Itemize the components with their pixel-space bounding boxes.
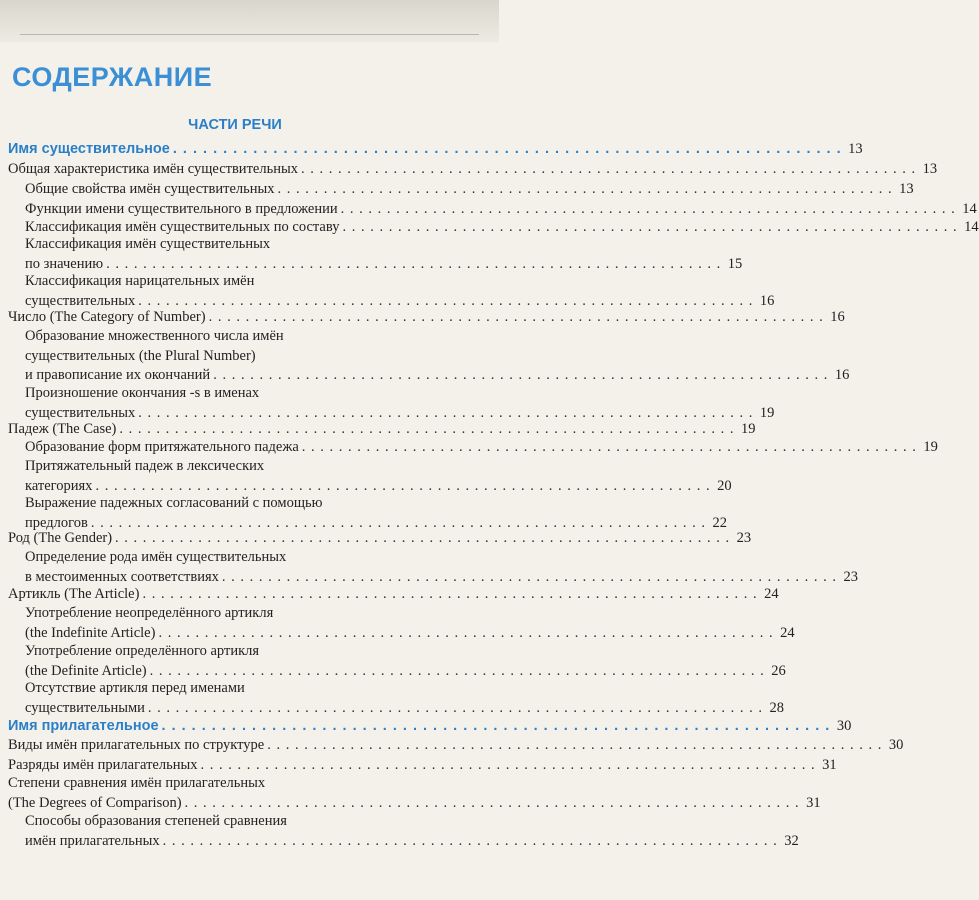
toc-entry-text: и правописание их окончаний: [25, 367, 211, 383]
dot-leader: . . . . . . . . . . . . . . . . . . . . . . . . . . . . . . . . . . . . . . . . . . . . . . . . . . . . . . . . . . . . . . . . . . .: [184, 794, 800, 811]
dot-leader: . . . . . . . . . . . . . . . . . . . . . . . . . . . . . . . . . . . . . . . . . . . . . . . . . . . . . . . . . . . . . . . . . . .: [90, 514, 706, 531]
toc-entry-text: Разряды имён прилагательных: [8, 757, 198, 773]
dot-leader: . . . . . . . . . . . . . . . . . . . . . . . . . . . . . . . . . . . . . . . . . . . . . . . . . . . . . . . . . . . . . . . . . . .: [301, 439, 917, 455]
toc-page-number: 16: [759, 292, 775, 309]
toc-page-number: 19: [759, 404, 775, 421]
toc-entry-line: [25, 699, 785, 719]
toc-entry-text: Классификация имён существительных по составу: [25, 219, 340, 235]
dot-leader: . . . . . . . . . . . . . . . . . . . . . . . . . . . . . . . . . . . . . . . . . . . . . . . . . . . . . . . . . . . . . . . . . . .: [267, 737, 883, 753]
toc-entry-text: категориях: [25, 477, 93, 494]
toc-entry-line: [8, 160, 938, 180]
toc-heading: [8, 717, 852, 737]
toc-entry-text: Употребление определённого артикля: [25, 643, 260, 659]
toc-entry: [8, 774, 821, 813]
toc-entry-line: [8, 717, 852, 737]
dot-leader: . . . . . . . . . . . . . . . . . . . . . . . . . . . . . . . . . . . . . . . . . . . . . . . . . . . . . . . . . . . . . . . . . . .: [300, 161, 917, 177]
toc-entry-line: [8, 308, 845, 328]
toc-entry-text: существительных: [25, 404, 136, 421]
toc-entry-text: Выражение падежных согласований с помощью: [25, 495, 323, 511]
toc-entry-text: Имя прилагательное: [8, 718, 159, 734]
toc-entry: [25, 327, 850, 386]
toc-entry-text: Общие свойства имён существительных: [25, 181, 275, 197]
toc-entry-line: [25, 679, 467, 699]
toc-entry-line: [8, 529, 752, 549]
toc-entry-line: [25, 200, 977, 220]
toc-entry-text: Падеж (The Case): [8, 421, 117, 437]
toc-entry: [8, 308, 845, 328]
toc-entry-line: [25, 438, 938, 458]
toc-page-number: 31: [806, 794, 821, 811]
toc-entry: [8, 420, 756, 440]
toc-entry-text: Классификация имён существительных: [25, 236, 271, 252]
toc-entry: [8, 585, 779, 605]
toc-entry: [8, 529, 752, 549]
toc-entry-text: существительных: [25, 292, 136, 309]
toc-page-number: 19: [741, 421, 756, 437]
dot-leader: . . . . . . . . . . . . . . . . . . . . . . . . . . . . . . . . . . . . . . . . . . . . . . . . . . . . . . . . . . . . . . . . . . .: [342, 219, 958, 235]
toc-page-number: 28: [769, 699, 785, 716]
toc-entry-line: [25, 604, 467, 624]
dot-leader: . . . . . . . . . . . . . . . . . . . . . . . . . . . . . . . . . . . . . . . . . . . . . . . . . . . . . . . . . . . . . . . . . . .: [208, 309, 824, 325]
toc-page-number: 23: [736, 530, 752, 546]
toc-entry-text: Употребление неопределённого артикля: [25, 605, 274, 621]
dot-leader: . . . . . . . . . . . . . . . . . . . . . . . . . . . . . . . . . . . . . . . . . . . . . . . . . . . . . . . . . . . . . . . . . . .: [138, 292, 754, 309]
toc-page-number: 24: [780, 624, 795, 641]
toc-page-number: 30: [888, 737, 904, 753]
toc-entry-line: [25, 832, 799, 852]
toc-entry-text: Род (The Gender): [8, 530, 113, 546]
dot-leader: . . . . . . . . . . . . . . . . . . . . . . . . . . . . . . . . . . . . . . . . . . . . . . . . . . . . . . . . . . . . . . . . . . .: [147, 699, 764, 716]
toc-entry-line: [25, 494, 467, 514]
toc-page-number: 24: [764, 586, 779, 602]
toc-entry-line: [8, 756, 837, 776]
toc-page-number: 16: [830, 309, 845, 325]
dot-leader: . . . . . . . . . . . . . . . . . . . . . . . . . . . . . . . . . . . . . . . . . . . . . . . . . . . . . . . . . . . . . . . . . . .: [161, 718, 831, 734]
toc-entry-line: [25, 548, 467, 568]
toc-heading: [8, 140, 863, 160]
toc-entry-line: [25, 384, 467, 404]
dot-leader: . . . . . . . . . . . . . . . . . . . . . . . . . . . . . . . . . . . . . . . . . . . . . . . . . . . . . . . . . . . . . . . . . . .: [277, 181, 893, 197]
toc-page-number: 16: [834, 367, 850, 383]
toc-entry-line: [25, 272, 467, 292]
toc-entry-line: [25, 347, 467, 367]
toc-entry-text: существительными: [25, 699, 145, 716]
toc-page-number: 32: [784, 832, 799, 849]
toc-entry-line: [25, 642, 467, 662]
toc-entry-text: Способы образования степеней сравнения: [25, 813, 287, 829]
toc-page-number: 14: [964, 219, 979, 235]
toc-entry-text: Притяжательный падеж в лексических: [25, 458, 265, 474]
toc-page-number: 23: [843, 568, 858, 585]
toc-entry-text: Произношение окончания -s в именах: [25, 385, 260, 401]
dot-leader: . . . . . . . . . . . . . . . . . . . . . . . . . . . . . . . . . . . . . . . . . . . . . . . . . . . . . . . . . . . . . . . . . . .: [340, 201, 956, 217]
toc-entry-line: [8, 585, 779, 605]
toc-entry-line: [8, 794, 821, 814]
toc-entry-text: имён прилагательных: [25, 832, 160, 849]
toc-entry-line: [25, 457, 467, 477]
toc-entry: [25, 604, 795, 643]
toc-entry-text: Функции имени существительного в предложении: [25, 201, 338, 217]
toc-entry: [25, 235, 743, 274]
toc-entry-text: Отсутствие артикля перед именами: [25, 680, 245, 696]
toc-entry: [25, 548, 858, 587]
toc-entry: [8, 756, 837, 776]
toc-entry: [25, 200, 977, 220]
dot-leader: . . . . . . . . . . . . . . . . . . . . . . . . . . . . . . . . . . . . . . . . . . . . . . . . . . . . . . . . . . . . . . . . . . .: [115, 530, 731, 546]
toc-entry: [25, 438, 938, 458]
toc-page-number: 31: [822, 757, 837, 773]
toc-entry-text: Общая характеристика имён существительных: [8, 161, 298, 177]
toc-page-number: 30: [836, 718, 852, 734]
toc-entry-text: Виды имён прилагательных по структуре: [8, 737, 265, 753]
toc-entry-line: [25, 180, 914, 200]
dot-leader: . . . . . . . . . . . . . . . . . . . . . . . . . . . . . . . . . . . . . . . . . . . . . . . . . . . . . . . . . . . . . . . . . . .: [213, 367, 829, 383]
dot-leader: . . . . . . . . . . . . . . . . . . . . . . . . . . . . . . . . . . . . . . . . . . . . . . . . . . . . . . . . . . . . . . . . . . .: [138, 404, 754, 421]
toc-entry-text: Определение рода имён существительных: [25, 549, 287, 565]
toc-entry: [8, 160, 938, 180]
toc-entry-line: [25, 327, 467, 347]
toc-entry-text: (the Definite Article): [25, 662, 147, 679]
dot-leader: . . . . . . . . . . . . . . . . . . . . . . . . . . . . . . . . . . . . . . . . . . . . . . . . . . . . . . . . . . . . . . . . . . .: [119, 421, 735, 437]
toc-entry-line: [25, 366, 850, 386]
dot-leader: . . . . . . . . . . . . . . . . . . . . . . . . . . . . . . . . . . . . . . . . . . . . . . . . . . . . . . . . . . . . . . . . . . .: [221, 568, 837, 585]
dot-leader: . . . . . . . . . . . . . . . . . . . . . . . . . . . . . . . . . . . . . . . . . . . . . . . . . . . . . . . . . . . . . . . . . . .: [172, 141, 842, 157]
toc-entry-line: [8, 140, 863, 160]
toc-entry: [25, 180, 914, 200]
toc-page-number: 26: [771, 662, 786, 679]
toc-entry-text: Степени сравнения имён прилагательных: [8, 775, 266, 791]
section-title: ЧАСТИ РЕЧИ: [188, 117, 282, 133]
toc-page-number: 15: [727, 255, 743, 272]
toc-entry-line: [8, 774, 467, 794]
toc-page-number: 13: [922, 161, 938, 177]
page-top-margin: [0, 0, 499, 42]
toc-entry-text: Классификация нарицательных имён: [25, 273, 255, 289]
toc-page-number: 13: [899, 181, 914, 197]
toc-entry-text: Образование форм притяжательного падежа: [25, 439, 299, 455]
toc-entry: [25, 272, 775, 311]
toc-entry-line: [25, 624, 795, 644]
toc-entry-text: Артикль (The Article): [8, 586, 140, 602]
toc-entry: [25, 384, 775, 423]
toc-entry-text: существительных (the Plural Number): [25, 347, 256, 364]
toc-page-number: 13: [848, 141, 863, 157]
dot-leader: . . . . . . . . . . . . . . . . . . . . . . . . . . . . . . . . . . . . . . . . . . . . . . . . . . . . . . . . . . . . . . . . . . .: [200, 757, 816, 773]
dot-leader: . . . . . . . . . . . . . . . . . . . . . . . . . . . . . . . . . . . . . . . . . . . . . . . . . . . . . . . . . . . . . . . . . . .: [162, 832, 778, 849]
toc-entry: [25, 642, 786, 681]
toc-entry-line: [25, 812, 467, 832]
toc-entry: [25, 457, 732, 496]
toc-entry-line: [8, 420, 756, 440]
toc-entry-text: Имя существительное: [8, 141, 170, 157]
toc-entry: [25, 812, 799, 851]
toc-entry-text: в местоименных соответствиях: [25, 568, 219, 585]
toc-entry-text: по значению: [25, 255, 104, 272]
dot-leader: . . . . . . . . . . . . . . . . . . . . . . . . . . . . . . . . . . . . . . . . . . . . . . . . . . . . . . . . . . . . . . . . . . .: [158, 624, 774, 641]
toc-entry: [25, 679, 785, 718]
toc-entry: [25, 494, 727, 533]
dot-leader: . . . . . . . . . . . . . . . . . . . . . . . . . . . . . . . . . . . . . . . . . . . . . . . . . . . . . . . . . . . . . . . . . . .: [95, 477, 711, 494]
toc-entry-line: [25, 235, 467, 255]
toc-entry-line: [8, 736, 904, 756]
header-rule: [20, 34, 479, 35]
toc-entry-text: Образование множественного числа имён: [25, 328, 284, 344]
toc-entry-text: предлогов: [25, 514, 88, 531]
dot-leader: . . . . . . . . . . . . . . . . . . . . . . . . . . . . . . . . . . . . . . . . . . . . . . . . . . . . . . . . . . . . . . . . . . .: [106, 255, 722, 272]
toc-page-number: 19: [923, 439, 938, 455]
toc-entry-text: (the Indefinite Article): [25, 624, 156, 641]
toc-entry-text: (The Degrees of Comparison): [8, 794, 182, 811]
toc-page-number: 22: [712, 514, 727, 531]
dot-leader: . . . . . . . . . . . . . . . . . . . . . . . . . . . . . . . . . . . . . . . . . . . . . . . . . . . . . . . . . . . . . . . . . . .: [149, 662, 765, 679]
toc-page-number: 14: [962, 201, 977, 217]
toc-entry-text: Число (The Category of Number): [8, 309, 206, 325]
dot-leader: . . . . . . . . . . . . . . . . . . . . . . . . . . . . . . . . . . . . . . . . . . . . . . . . . . . . . . . . . . . . . . . . . . .: [142, 586, 758, 602]
toc-entry: [8, 736, 904, 756]
toc-page-number: 20: [717, 477, 732, 494]
page-title: СОДЕРЖАНИЕ: [12, 62, 213, 92]
